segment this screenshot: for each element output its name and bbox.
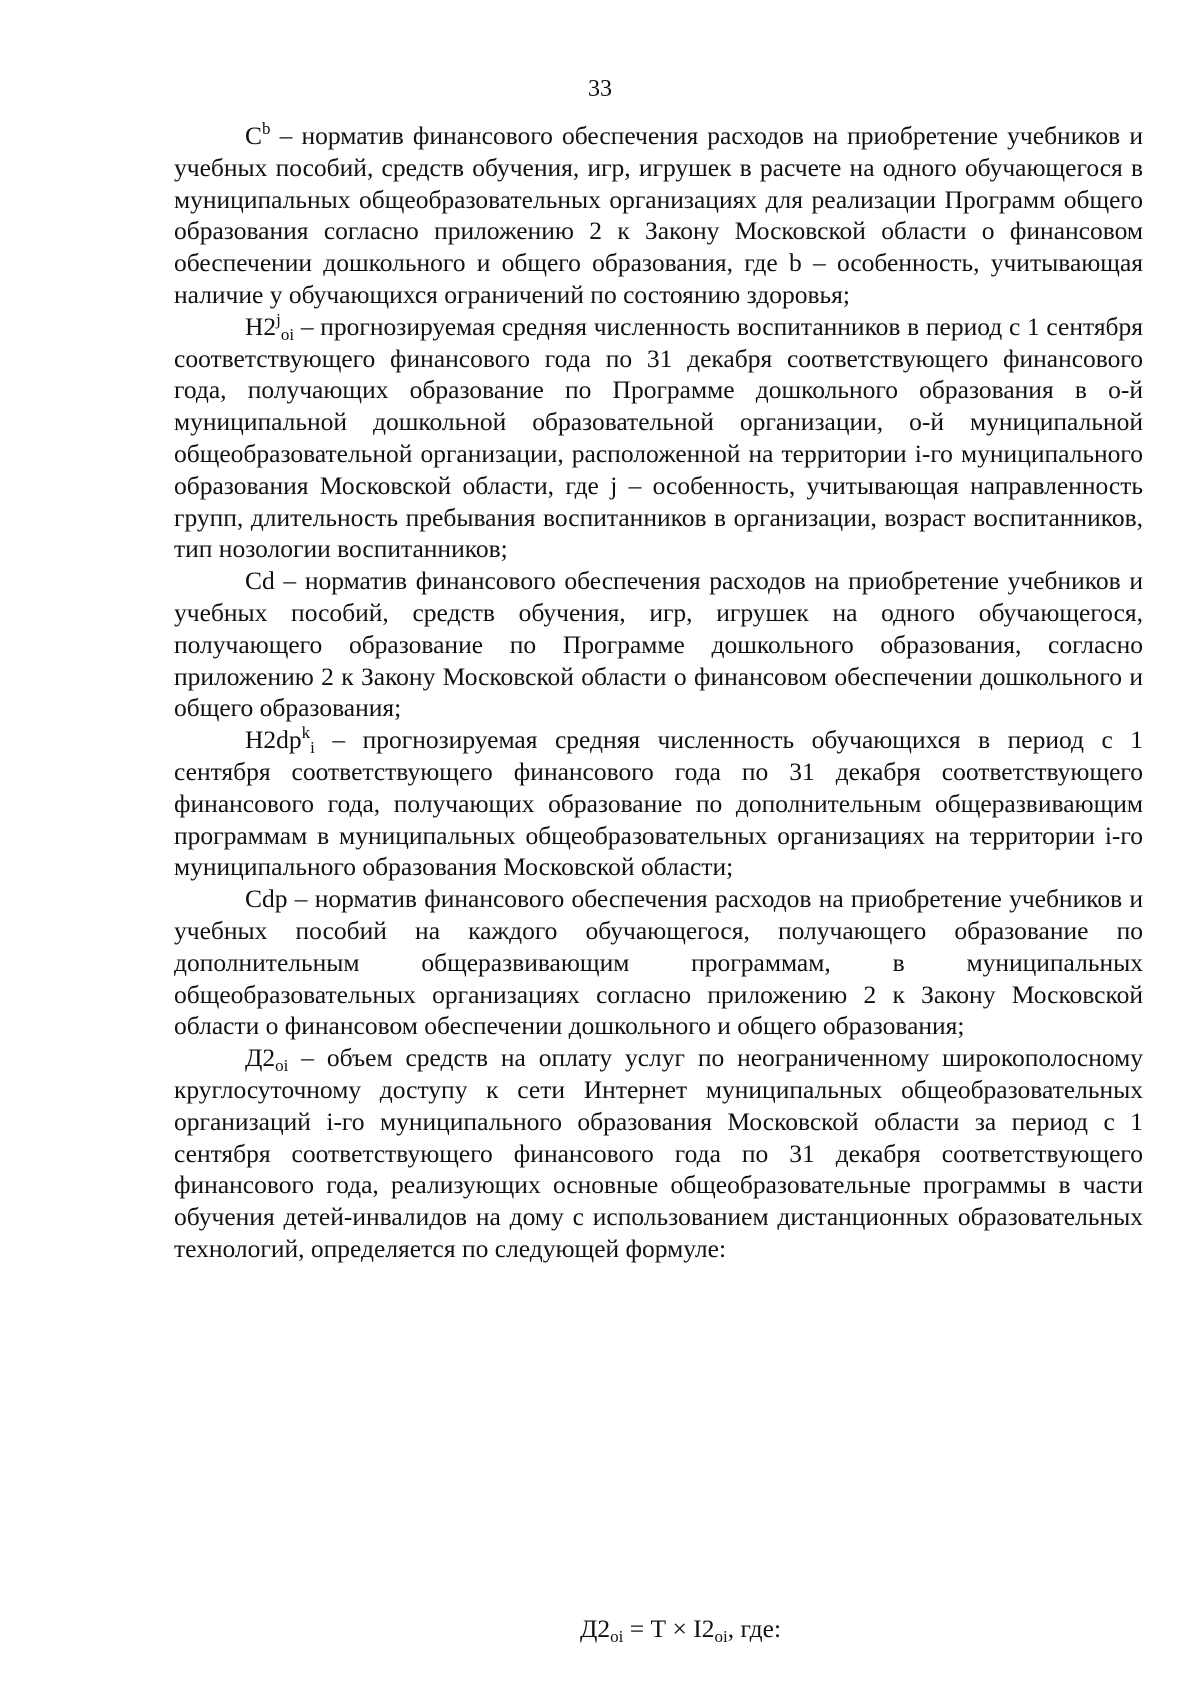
definition-paragraph (174, 120, 1143, 311)
body-text (174, 120, 1143, 1265)
definition-paragraph (174, 724, 1143, 883)
term-symbol: Cd (245, 566, 275, 596)
term-symbol: Cdp (245, 884, 288, 914)
definition-paragraph (174, 1042, 1143, 1265)
definition-paragraph (174, 883, 1143, 1042)
definition-text: – норматив финансового обеспечения расходов на приобретение учебников и учебных пособий, средств обучения, игр, игрушек на одного обучающегося, получающего образование по Программе дошкольного образования, согласно приложению 2 к Закону Московской области о финансовом обеспечении дошкольного и общего образования; (174, 566, 1143, 723)
term-symbol: $Н2^j_{oi}$ (245, 309, 295, 344)
term-symbol: $Д2_{oi}$ (245, 1043, 289, 1076)
term-symbol: $Н2dp^k_i$ (245, 723, 315, 758)
page-number: 33 (588, 76, 612, 102)
definition-text: – прогнозируемая средняя численность обучающихся в период с 1 сентября соответствующего финансового года по 31 декабря соответствующего финансового года, получающих образование по дополнительным общеразвивающим программам в муниципальных общеобразовательных организациях на территории i-го муниципального образования Московской области; (174, 725, 1143, 882)
definition-text: – норматив финансового обеспечения расходов на приобретение учебников и учебных пособий на каждого обучающегося, получающего образование по дополнительным общеразвивающим программам, в муниципальных общеобразовательных организациях согласно приложению 2 к Закону Московской области о финансовом обеспечении дошкольного и общего образования; (174, 884, 1143, 1041)
definition-paragraph (174, 565, 1143, 724)
formula: $Д2_{oi} = Т \times I2_{oi}$, где: (580, 1614, 782, 1646)
definition-text: – объем средств на оплату услуг по неограниченному широкополосному круглосуточному доступу к сети Интернет муниципальных общеобразовательных организаций i-го муниципального образования Московской области за период с 1 сентября соответствующего финансового года по 31 декабря соответствующего финансового года, реализующих основные общеобразовательные программы в части обучения детей-инвалидов на дому с использованием дистанционных образовательных технологий, определяется по следующей формуле: (174, 1043, 1143, 1263)
definition-paragraph (174, 311, 1143, 565)
definition-text: – норматив финансового обеспечения расходов на приобретение учебников и учебных пособий, средств обучения, игр, игрушек в расчете на одного обучающегося в муниципальных общеобразовательных организациях для реализации Программ общего образования согласно приложению 2 к Закону Московской области о финансовом обеспечении дошкольного и общего образования, где b – особенность, учитывающая наличие у обучающихся ограничений по состоянию здоровья; (174, 121, 1143, 309)
definition-text: – прогнозируемая средняя численность воспитанников в период с 1 сентября соответствующего финансового года по 31 декабря соответствующего финансового года, получающих образование по Программе дошкольного образования в о-й муниципальной дошкольной образовательной организации, о-й муниципальной общеобразовательной организации, расположенной на территории i-го муниципального образования Московской области, где j – особенность, учитывающая направленность групп, длительность пребывания воспитанников в организации, возраст воспитанников, тип нозологии воспитанников; (174, 311, 1143, 564)
term-symbol: $C^b$ (245, 119, 271, 150)
